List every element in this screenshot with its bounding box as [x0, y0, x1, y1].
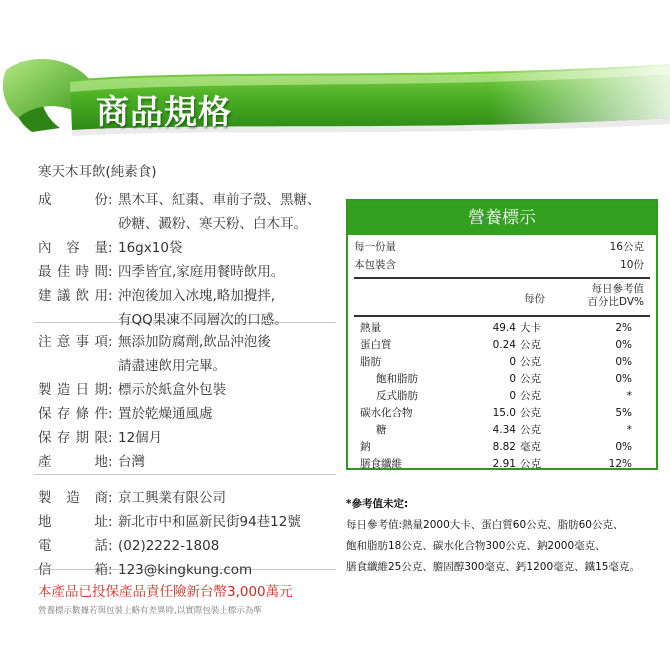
spec-banner — [0, 0, 670, 160]
nutrient-name: 膳食纖維 — [360, 458, 402, 470]
spec-label-char: 製 — [38, 490, 52, 506]
nutrient-amount: 0 — [509, 356, 516, 368]
spec-label-char: 成 — [38, 192, 52, 208]
spec-value-continued: 有QQ果凍不同層次的口感。 — [118, 312, 288, 328]
spec-label-char: 間 — [94, 264, 108, 280]
nutrient-amount: 0 — [509, 373, 516, 385]
reference-line: 膳食纖維25公克、膽固醇300毫克、鈣1200毫克、鐵15毫克。 — [346, 561, 640, 573]
nutrient-row — [354, 438, 650, 456]
nutrient-daily-value: 5% — [615, 407, 632, 419]
nutrient-name: 鈉 — [360, 441, 371, 453]
spec-label-char: 項 — [94, 334, 108, 350]
spec-label-char: 保 — [38, 406, 52, 422]
nutrient-unit: 大卡 — [520, 322, 541, 334]
reference-line: 每日參考值:熱量2000大卡、蛋白質60公克、脂肪60公克、 — [346, 519, 624, 531]
spec-row — [38, 486, 226, 510]
spec-label-char: 注 — [38, 334, 52, 350]
spec-label — [38, 402, 108, 426]
spec-label — [38, 378, 108, 402]
spec-value: 16gx10袋 — [118, 240, 183, 256]
spec-label — [38, 558, 108, 582]
spec-row — [38, 402, 213, 426]
label-disclaimer: 營養標示數據若與包裝上略有差異時,以實際包裝上標示為準 — [38, 606, 262, 616]
nutrient-unit: 公克 — [520, 356, 541, 368]
spec-label-char: 造 — [56, 382, 71, 398]
spec-colon: : — [108, 562, 113, 578]
spec-label — [38, 330, 108, 354]
spec-label-char: 最 — [38, 264, 52, 280]
daily-value-header — [587, 283, 644, 309]
spec-value-continued: 請盡速飲用完畢。 — [118, 358, 226, 374]
spec-value: 黑木耳、紅棗、車前子殼、黑糖、 — [118, 192, 321, 208]
divider — [354, 277, 650, 279]
serving-size-row — [354, 239, 650, 254]
spec-label-char: 條 — [75, 406, 90, 422]
nutrient-unit: 公克 — [520, 424, 541, 436]
spec-colon: : — [108, 382, 113, 398]
serving-size-value: 16公克 — [609, 241, 644, 253]
spec-colon: : — [108, 454, 113, 470]
nutrient-unit: 毫克 — [520, 441, 541, 453]
spec-row — [38, 330, 271, 354]
per-serving-header: 每份 — [524, 293, 545, 305]
spec-row — [38, 236, 182, 260]
insurance-notice: 本產品已投保產品責任險新台幣3,000萬元 — [38, 584, 293, 600]
spec-value: 12個月 — [118, 430, 163, 446]
spec-label-char: 份 — [94, 192, 108, 208]
spec-label-char: 用 — [94, 288, 108, 304]
reference-heading: *參考值未定: — [346, 498, 409, 510]
spec-row — [38, 558, 252, 582]
servings-per-pack-row — [354, 257, 650, 272]
nutrient-amount: 49.4 — [492, 322, 516, 334]
nutrient-amount: 2.91 — [492, 458, 516, 470]
spec-label — [38, 236, 108, 260]
spec-row — [38, 260, 284, 284]
spec-label-char: 事 — [75, 334, 90, 350]
nutrient-unit: 公克 — [520, 339, 541, 351]
spec-label-char: 容 — [66, 240, 80, 256]
nutrient-row — [354, 353, 650, 371]
spec-label-char: 電 — [38, 538, 52, 554]
spec-label — [38, 284, 108, 308]
nutrition-facts-box — [346, 199, 658, 470]
serving-size-label: 每一份量 — [354, 241, 396, 253]
spec-label-char: 限 — [94, 430, 108, 446]
nutrient-row — [354, 387, 650, 405]
spec-label-char: 飲 — [75, 288, 90, 304]
nutrient-daily-value: 0% — [615, 441, 632, 453]
nutrient-row — [354, 404, 650, 422]
spec-label — [38, 450, 108, 474]
spec-value: 沖泡後加入冰塊,略加攪拌, — [118, 288, 276, 304]
spec-label-char: 箱 — [94, 562, 108, 578]
spec-label — [38, 486, 108, 510]
spec-colon: : — [108, 240, 113, 256]
divider — [354, 315, 650, 317]
spec-label-char: 保 — [38, 430, 52, 446]
spec-label-char: 存 — [56, 406, 71, 422]
spec-label-char: 意 — [56, 334, 71, 350]
spec-label-char: 地 — [94, 454, 108, 470]
spec-label-char: 建 — [38, 288, 52, 304]
spec-label-char: 議 — [56, 288, 71, 304]
spec-label-char: 製 — [38, 382, 52, 398]
nutrient-row — [354, 455, 650, 473]
nutrient-amount: 0.24 — [492, 339, 516, 351]
spec-colon: : — [108, 490, 113, 506]
nutrient-row — [354, 336, 650, 354]
reference-values-note — [346, 494, 640, 578]
nutrient-daily-value: * — [626, 424, 632, 436]
spec-colon: : — [108, 334, 113, 350]
nutrient-row — [354, 370, 650, 388]
spec-label-char: 佳 — [56, 264, 71, 280]
spec-colon: : — [108, 538, 113, 554]
nutrient-name: 脂肪 — [360, 356, 381, 368]
servings-per-pack-label: 本包裝含 — [354, 259, 396, 271]
spec-row — [38, 284, 275, 308]
spec-value-continued: 砂糖、澱粉、寒天粉、白木耳。 — [118, 216, 307, 232]
nutrient-daily-value: 0% — [615, 339, 632, 351]
nutrition-title: 營養標示 — [348, 201, 656, 235]
spec-value: 台灣 — [118, 454, 145, 470]
spec-value: 123@kingkung.com — [118, 562, 253, 578]
spec-label-char: 件 — [94, 406, 108, 422]
nutrient-daily-value: 0% — [615, 356, 632, 368]
spec-label-char: 產 — [38, 454, 52, 470]
spec-row — [38, 378, 226, 402]
nutrient-daily-value: * — [626, 390, 632, 402]
spec-label-char: 內 — [38, 240, 52, 256]
spec-label-char: 存 — [56, 430, 71, 446]
spec-label — [38, 510, 108, 534]
nutrient-row — [354, 319, 650, 337]
column-header-row — [354, 283, 650, 313]
spec-colon: : — [108, 406, 113, 422]
spec-colon: : — [108, 192, 113, 208]
spec-colon: : — [108, 264, 113, 280]
nutrient-name: 糖 — [376, 424, 387, 436]
nutrient-amount: 0 — [509, 390, 516, 402]
nutrient-unit: 公克 — [520, 390, 541, 402]
spec-label — [38, 188, 108, 212]
spec-value: 四季皆宜,家庭用餐時飲用。 — [118, 264, 285, 280]
spec-label-char: 量 — [94, 240, 108, 256]
green-ribbon-graphic — [0, 0, 670, 160]
spec-label-char: 日 — [75, 382, 90, 398]
nutrient-name: 碳水化合物 — [360, 407, 413, 419]
nutrient-name: 熱量 — [360, 322, 381, 334]
nutrient-unit: 公克 — [520, 373, 541, 385]
spec-label-char: 時 — [75, 264, 90, 280]
spec-label-char: 址 — [94, 514, 108, 530]
daily-value-header-line2: 百分比DV% — [587, 296, 644, 308]
servings-per-pack-value: 10份 — [620, 259, 644, 271]
spec-label-char: 商 — [94, 490, 108, 506]
spec-label-char: 地 — [38, 514, 52, 530]
nutrient-name: 蛋白質 — [360, 339, 392, 351]
product-name: 寒天木耳飲(純素食) — [38, 164, 157, 180]
spec-label-char: 期 — [75, 430, 90, 446]
spec-label — [38, 426, 108, 450]
spec-row — [38, 534, 219, 558]
nutrient-unit: 公克 — [520, 458, 541, 470]
spec-value: 無添加防腐劑,飲品沖泡後 — [118, 334, 271, 350]
banner-title: 商品規格 — [96, 92, 232, 131]
spec-label-char: 期 — [94, 382, 108, 398]
nutrient-daily-value: 12% — [608, 458, 632, 470]
spec-value: 標示於紙盒外包裝 — [118, 382, 226, 398]
spec-colon: : — [108, 430, 113, 446]
spec-row — [38, 188, 321, 212]
nutrient-unit: 公克 — [520, 407, 541, 419]
daily-value-header-line1: 每日參考值 — [591, 283, 644, 295]
nutrient-row — [354, 421, 650, 439]
nutrient-amount: 8.82 — [492, 441, 516, 453]
nutrient-daily-value: 0% — [615, 373, 632, 385]
spec-row — [38, 426, 162, 450]
nutrient-name: 飽和脂肪 — [376, 373, 418, 385]
spec-colon: : — [108, 514, 113, 530]
spec-label-char: 話 — [94, 538, 108, 554]
spec-row — [38, 510, 301, 534]
spec-label — [38, 260, 108, 284]
section-divider — [34, 474, 336, 475]
nutrient-amount: 4.34 — [492, 424, 516, 436]
spec-value: 新北市中和區新民街94巷12號 — [118, 514, 301, 530]
reference-line: 飽和脂肪18公克、碳水化合物300公克、鈉2000毫克、 — [346, 540, 606, 552]
nutrient-name: 反式脂肪 — [376, 390, 418, 402]
spec-label — [38, 534, 108, 558]
spec-value: 置於乾燥通風處 — [118, 406, 213, 422]
spec-value: 京工興業有限公司 — [118, 490, 226, 506]
spec-value: (02)2222-1808 — [118, 538, 220, 554]
spec-label-char: 造 — [66, 490, 80, 506]
spec-colon: : — [108, 288, 113, 304]
nutrient-daily-value: 2% — [615, 322, 632, 334]
nutrient-amount: 15.0 — [492, 407, 516, 419]
spec-row — [38, 450, 145, 474]
spec-label-char: 信 — [38, 562, 52, 578]
